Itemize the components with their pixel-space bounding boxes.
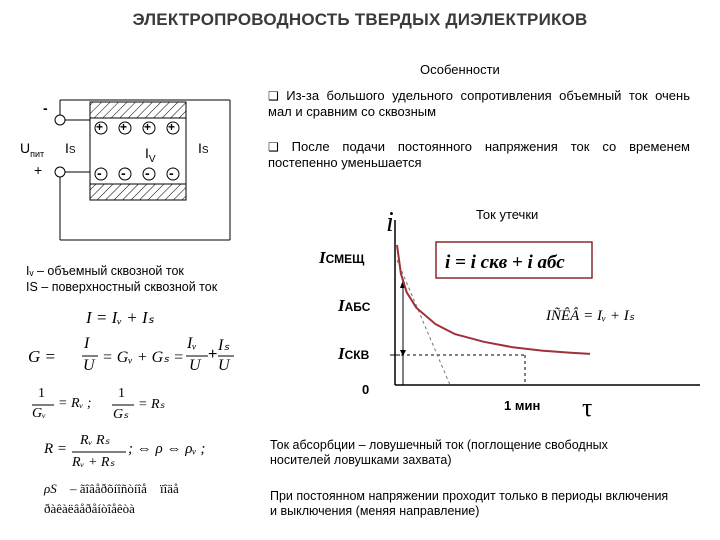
rho-s-symbol: ρS — [44, 481, 57, 496]
f3-eq1: = Rᵥ ; — [58, 396, 92, 411]
bullet-1-text: Из-за большого удельного сопротивления объемный ток очень мал и сравним со сквозным — [268, 88, 690, 119]
is-right-sub: S — [201, 145, 209, 156]
bullet-2-text: После подачи постоянного напряжения ток со временем постепенно уменьшается — [268, 139, 690, 170]
surface-current-right — [198, 140, 209, 156]
dc-text: При постоянном напряжении проходит только в периоды включения и выключения (меняя направление) — [270, 489, 669, 518]
f2-den-u: U — [83, 357, 95, 374]
plus-terminal — [55, 167, 65, 177]
f2-den-u2: U — [189, 357, 201, 374]
bullet-marker-icon: ❑ — [268, 140, 279, 154]
circuit-diagram — [20, 90, 260, 250]
minus-sign-4: - — [169, 165, 174, 181]
x-axis-label: τ — [582, 393, 593, 422]
formula-side: IÑÊÂ = Iᵥ + Iₛ — [546, 308, 635, 324]
f2-lhs: G = — [28, 347, 57, 366]
f2-g: G — [28, 347, 41, 366]
minus-terminal — [55, 115, 65, 125]
volume-current-label — [145, 145, 156, 165]
garbled-text-3: ðàêàëâåðåíòîåêòà — [44, 501, 135, 516]
origin-label: 0 — [362, 382, 370, 397]
label-i-smesh — [319, 248, 364, 268]
formula-current-sum: I = Iᵥ + Iₛ — [86, 308, 155, 327]
plus-sign-4: + — [168, 120, 176, 134]
bottom-electrode — [90, 184, 186, 200]
garbled-text-1: – ãîâåðõíîñòíîå — [70, 481, 147, 496]
i-abs: I — [338, 296, 345, 315]
minus-sign-3: - — [145, 165, 150, 181]
surface-current-left — [65, 140, 76, 156]
formula-box-text: i = i скв + i абс — [445, 252, 565, 273]
is-right-symbol: I — [198, 140, 202, 156]
absorption-text: Ток абсорбции – ловушечный ток (поглощение свободных носителей ловушками захвата) — [270, 438, 608, 467]
skv-sub: СКВ — [344, 348, 370, 362]
f2-num-is: Iₛ — [218, 337, 230, 354]
bullet-marker-icon: ❑ — [268, 89, 279, 103]
one-minute-label: 1 мин — [504, 398, 541, 413]
minus-sign-2: - — [121, 165, 126, 181]
is-left-symbol: I — [65, 140, 69, 156]
chart-title: Ток утечки — [476, 207, 539, 222]
f3-den2: Gₛ — [113, 407, 129, 422]
minus-label: - — [43, 100, 48, 116]
f2-den-u3: U — [218, 357, 230, 374]
f3-eq2: = Rₛ — [138, 397, 165, 412]
supply-voltage-label — [20, 140, 44, 159]
plus-sign-1: + — [96, 120, 104, 134]
features-heading: Особенности — [420, 62, 500, 77]
garbled-text-2: ïîäå — [160, 481, 179, 496]
iv-sub: V — [148, 153, 156, 165]
f2-plus: + — [208, 346, 218, 363]
bullet-1 — [268, 88, 690, 120]
plus-sign-2: + — [120, 120, 128, 134]
plus-label: + — [34, 162, 43, 178]
smesh-sub: СМЕЩ — [325, 252, 365, 266]
f3-num2: 1 — [118, 386, 125, 401]
f2-num-i: I — [84, 335, 90, 352]
f4-den: Rᵥ + Rₛ — [72, 455, 115, 470]
is-left-sub: S — [68, 145, 76, 156]
f3-den1: Gᵥ — [32, 406, 47, 421]
u-subscript: пит — [30, 148, 45, 159]
f2-mid: = Gᵥ + Gₛ = — [102, 349, 184, 366]
definition-is: IS – поверхностный сквозной ток — [26, 280, 218, 294]
minus-sign-1: - — [97, 165, 102, 181]
f4-num: Rᵥ Rₛ — [80, 433, 110, 448]
f3-num1: 1 — [38, 386, 45, 401]
top-electrode — [90, 102, 186, 118]
label-i-skv — [338, 344, 369, 364]
f2-num-iv: Iᵥ — [187, 335, 197, 352]
y-axis-label: i — [386, 207, 394, 238]
abs-sub: АБС — [344, 300, 371, 314]
i-skv: I — [338, 344, 345, 363]
i-smesh: I — [319, 248, 326, 267]
arrow-head-down — [400, 350, 406, 356]
bullet-2 — [268, 139, 690, 171]
u-symbol: U — [20, 140, 31, 156]
iv-symbol: I — [145, 145, 149, 161]
f4-rhs: ; ⇔ ρ ⇔ ρᵥ ; — [128, 441, 206, 457]
plus-sign-3: + — [144, 120, 152, 134]
page-title: ЭЛЕКТРОПРОВОДНОСТЬ ТВЕРДЫХ ДИЭЛЕКТРИКОВ — [132, 10, 588, 29]
f4-lhs: R = — [44, 441, 68, 457]
definition-iv: Iᵥ – объемный сквозной ток — [26, 264, 184, 278]
label-i-abs — [338, 296, 370, 316]
